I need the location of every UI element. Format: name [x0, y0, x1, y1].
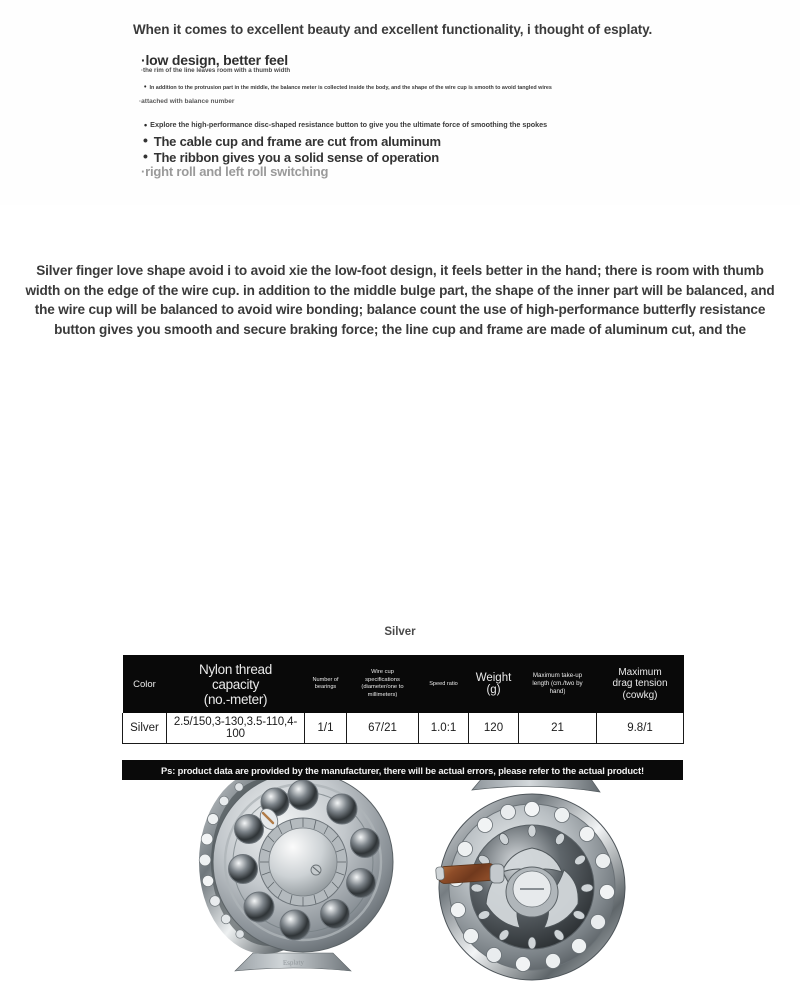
table-row	[123, 713, 684, 743]
header-nylon-thread-capacity	[167, 655, 305, 713]
specification-table	[122, 655, 684, 744]
bullet-dot-icon: •	[144, 120, 148, 131]
cell-max-takeup-length: 21	[519, 713, 597, 743]
header-bearings-line1: Number of	[312, 677, 339, 683]
feature-bullet-text: The ribbon gives you a solid sense of operation	[153, 150, 440, 165]
bullet-dot-icon: •	[143, 132, 148, 148]
reel-handle-end-cap	[436, 867, 445, 881]
header-wirecup-line4: millimeters)	[367, 691, 398, 698]
micro-bullet-disc-resistance	[144, 120, 547, 130]
product-color-caption: Silver	[384, 626, 416, 638]
reel-handle-knob[interactable]	[436, 863, 504, 884]
feature-bullet-ribbon	[143, 148, 439, 165]
header-speed-ratio	[419, 655, 469, 713]
reel-handle-shaft	[490, 864, 504, 883]
cell-wire-cup-specifications: 67/21	[347, 713, 419, 743]
feature-bullet-text: The cable cup and frame are cut from aluminum	[153, 134, 441, 149]
feature-bullet-aluminum	[143, 132, 441, 149]
reel-center-cap	[269, 828, 337, 896]
spec-table-header-row	[123, 655, 684, 713]
header-bearings-line2: bearings	[314, 684, 337, 690]
cell-max-drag-tension: 9.8/1	[597, 713, 684, 743]
fly-fishing-reel-back-view	[432, 752, 630, 987]
header-drag-line3: (cowkg)	[622, 689, 658, 701]
cell-number-of-bearings: 1/1	[305, 713, 347, 743]
feature-subheading: ·low design, better feel	[141, 52, 288, 68]
header-wirecup-line1: Wire cup	[371, 669, 394, 675]
header-nylon-line3: (no.-meter)	[203, 691, 268, 707]
micro-bullet-text: Explore the high-performance disc-shaped resistance button to give you the ultimate force of smoothing the spokes	[150, 120, 548, 129]
disclaimer-footnote: Ps: product data are provided by the manufacturer, there will be actual errors, please refer to the actual product!	[122, 760, 683, 780]
fly-fishing-reel-front-view	[183, 757, 401, 987]
header-wire-cup-specifications	[347, 655, 419, 713]
header-max-takeup-length	[519, 655, 597, 713]
micro-bullet-balance-meter	[144, 84, 552, 91]
header-color	[123, 655, 167, 713]
spec-table-header	[123, 655, 684, 713]
header-nylon-line1: Nylon thread	[199, 661, 272, 677]
header-number-of-bearings	[305, 655, 347, 713]
spec-table-body	[123, 713, 684, 743]
header-drag-line2: drag tension	[612, 678, 668, 690]
bullet-dot-icon: •	[144, 84, 147, 91]
product-description-paragraph: Silver finger love shape avoid i to avoid xie the low-foot design, it feels better in the hand; there is room with thumb width on the edge of the wire cup. in addition to the middle bulge part, the shape of the inner part will be balanced, and the wire cup will be balanced to avoid wire bonding; balance count the use of high-performance butterfly resistance button gives you smooth and secure braking force; the line cup and frame are made of aluminum cut, and the	[25, 263, 775, 337]
header-speed-label: Speed ratio	[429, 681, 458, 687]
header-takeup-line3: hand)	[549, 688, 566, 695]
header-wirecup-line3: (diameter/one to	[361, 684, 404, 690]
cell-color: Silver	[123, 713, 167, 743]
brand-engraving-front: Esplaty	[282, 958, 305, 967]
header-wirecup-line2: specifications	[365, 676, 400, 683]
bullet-dot-icon: •	[143, 148, 148, 164]
cell-nylon-thread-capacity: 2.5/150,3-130,3.5-110,4-100	[167, 713, 305, 743]
header-takeup-line2: length (cm./two by	[532, 680, 583, 687]
cell-speed-ratio: 1.0:1	[419, 713, 469, 743]
feature-note-roll-switching: ·right roll and left roll switching	[141, 164, 329, 179]
header-weight-line2: (g)	[486, 684, 501, 696]
page-headline: When it comes to excellent beauty and excellent functionality, i thought of esplaty.	[133, 22, 653, 37]
micro-bullet-text: In addition to the protrusion part in the middle, the balance meter is collected inside the body, and the shape of the wire cup is smooth to avoid tangled wires	[149, 84, 552, 91]
header-drag-line1: Maximum	[618, 666, 662, 678]
balance-number-note: ·attached with balance number	[139, 98, 235, 105]
header-nylon-line2: capacity	[211, 676, 260, 692]
header-color-label: Color	[133, 678, 156, 690]
header-takeup-line1: Maximum take-up	[532, 672, 583, 679]
header-weight	[469, 655, 519, 713]
cell-weight: 120	[469, 713, 519, 743]
header-weight-line1: Weight	[475, 672, 512, 684]
feature-block	[0, 0, 800, 205]
header-max-drag-tension	[597, 655, 684, 713]
rim-note: ·the rim of the line leaves room with a thumb width	[141, 67, 291, 74]
